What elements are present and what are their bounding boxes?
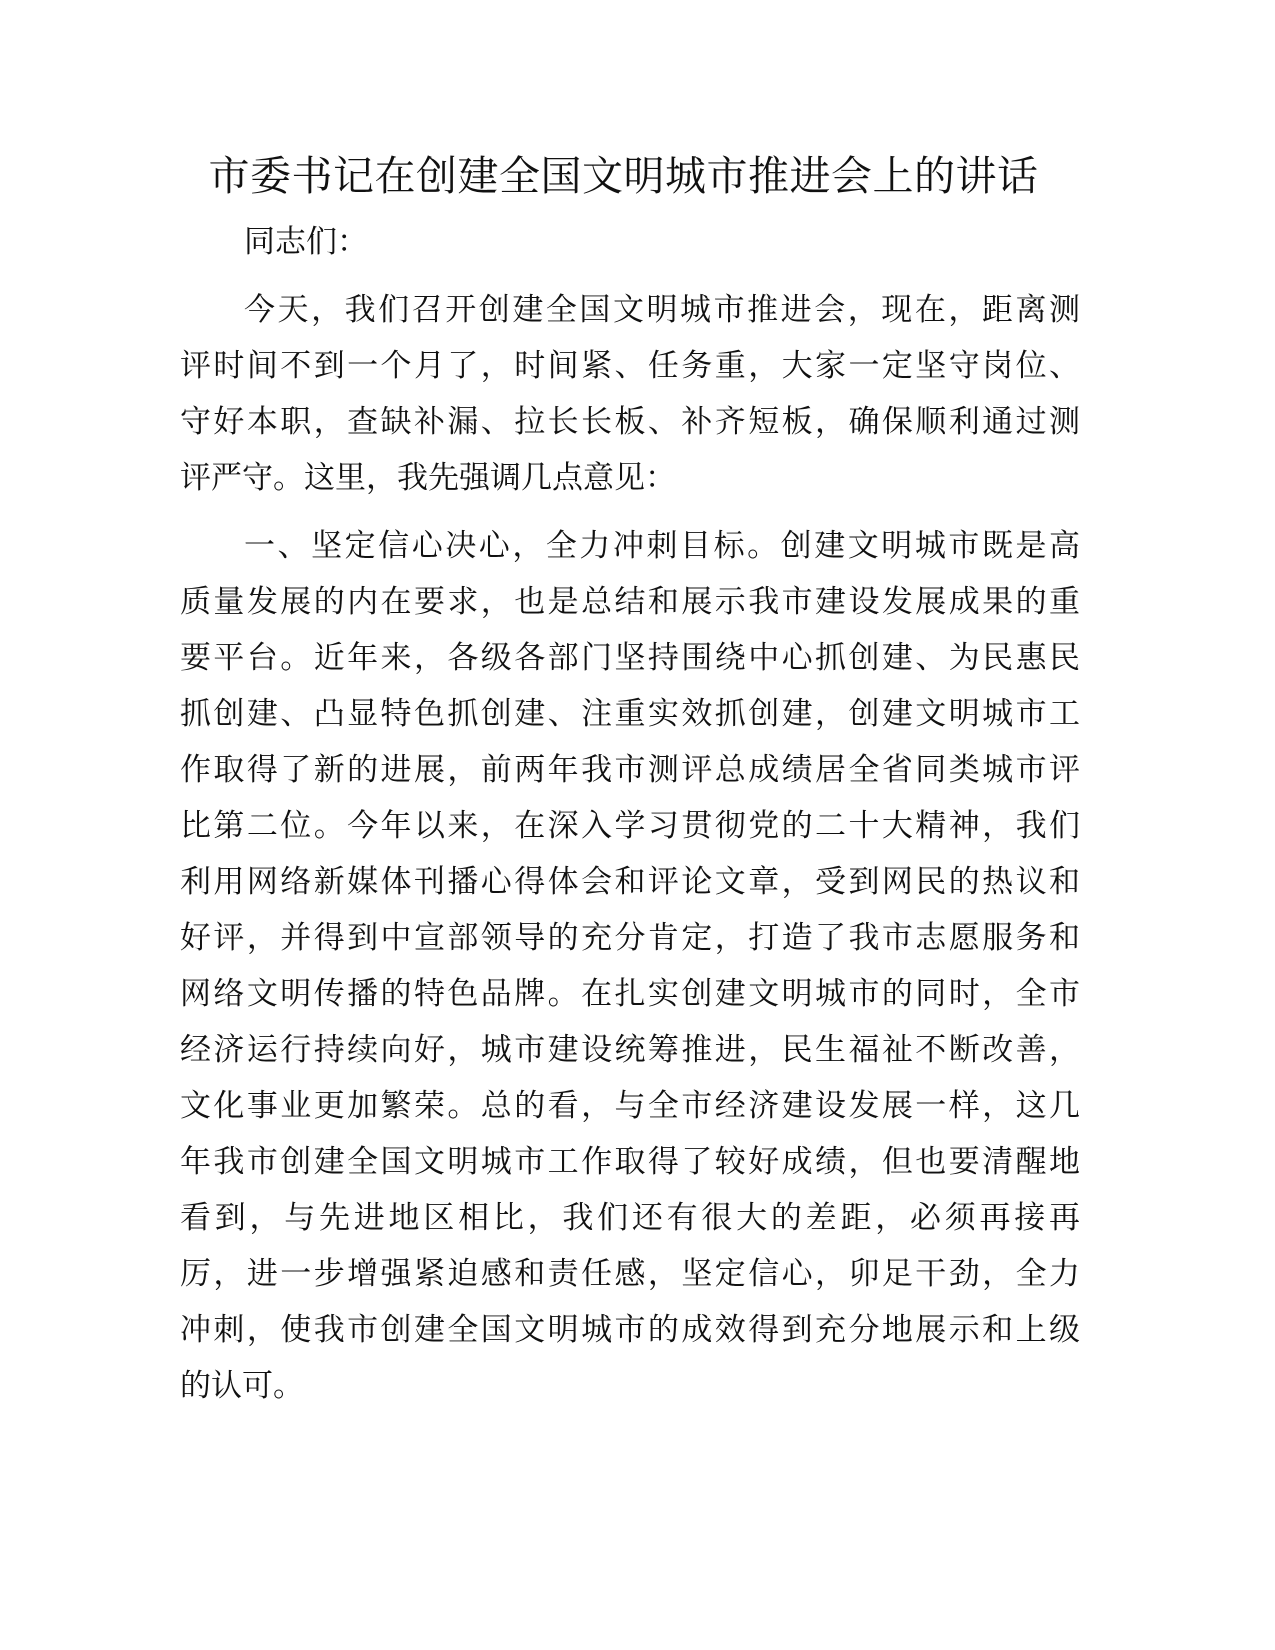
text-line: 比第二位。今年以来，在深入学习贯彻党的二十大精神，我们 xyxy=(180,808,1080,844)
text-line: 好评，并得到中宣部领导的充分肯定，打造了我市志愿服务和 xyxy=(180,920,1080,956)
text-line: 冲刺，使我市创建全国文明城市的成效得到充分地展示和上级 xyxy=(180,1312,1080,1348)
text-line: 年我市创建全国文明城市工作取得了较好成绩，但也要清醒地 xyxy=(180,1144,1080,1180)
text-line: 作取得了新的进展，前两年我市测评总成绩居全省同类城市评 xyxy=(180,752,1080,788)
text-line: 文化事业更加繁荣。总的看，与全市经济建设发展一样，这几 xyxy=(180,1088,1080,1124)
document-page xyxy=(180,148,1080,1414)
text-line: 今天，我们召开创建全国文明城市推进会，现在，距离测 xyxy=(244,292,1080,328)
document-title: 市委书记在创建全国文明城市推进会上的讲话 xyxy=(208,152,1039,200)
greeting-line: 同志们： xyxy=(244,224,368,260)
text-line: 抓创建、凸显特色抓创建、注重实效抓创建，创建文明城市工 xyxy=(180,696,1080,732)
paragraph-section-one xyxy=(180,518,1080,1414)
text-line: 利用网络新媒体刊播心得体会和评论文章，受到网民的热议和 xyxy=(180,864,1080,900)
text-line: 一、坚定信心决心，全力冲刺目标。创建文明城市既是高 xyxy=(244,528,1080,564)
text-line: 评时间不到一个月了，时间紧、任务重，大家一定坚守岗位、 xyxy=(180,348,1080,384)
text-line: 守好本职，查缺补漏、拉长长板、补齐短板，确保顺利通过测 xyxy=(180,404,1080,440)
text-line: 经济运行持续向好，城市建设统筹推进，民生福祉不断改善， xyxy=(180,1032,1080,1068)
text-line: 看到，与先进地区相比，我们还有很大的差距，必须再接再 xyxy=(180,1200,1080,1236)
text-line: 网络文明传播的特色品牌。在扎实创建文明城市的同时，全市 xyxy=(180,976,1080,1012)
text-line: 评严守。这里，我先强调几点意见： xyxy=(180,460,676,496)
text-line: 的认可。 xyxy=(180,1368,304,1404)
text-line: 厉，进一步增强紧迫感和责任感，坚定信心，卯足干劲，全力 xyxy=(180,1256,1080,1292)
text-line: 要平台。近年来，各级各部门坚持围绕中心抓创建、为民惠民 xyxy=(180,640,1080,676)
paragraph-opening xyxy=(180,282,1080,506)
text-line: 质量发展的内在要求，也是总结和展示我市建设发展成果的重 xyxy=(180,584,1080,620)
